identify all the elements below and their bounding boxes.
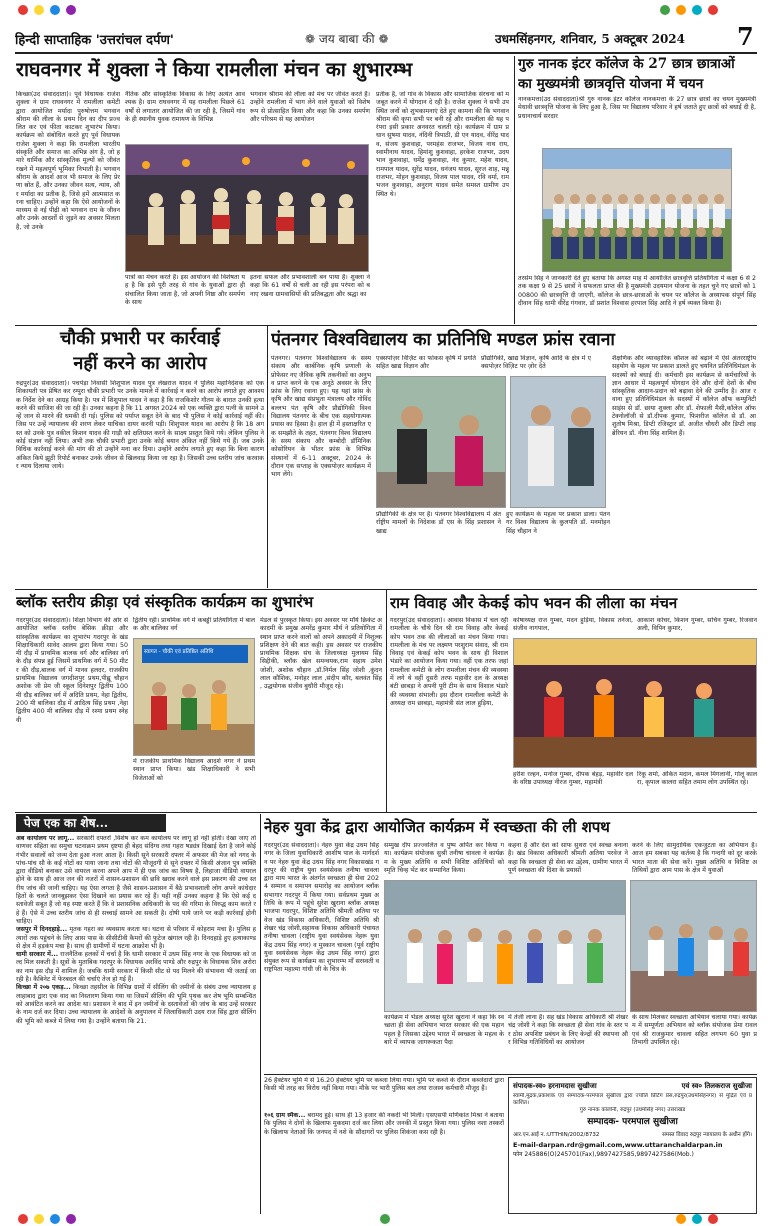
s1-col1: किच्छा(उद संवाददाता)। पूर्व विधायक राजेश शुक्ला ने ग्राम राघवनगर में रामलीला कमेटी द्वारा आयोजित मर्यादा पुरुषोत्तम भगवान श्रीराम की लीला के प्रथम दिन का दीप प्रज्वलित कर एवं फीता काटकर शुभारंभ किया। कार्यक्रम को संबोधित करते हुए पूर्व विधायक राजेश शुक्ला ने कहा कि रामलीला भारतीय संस्कृति और समाज का अभिन्न अंग है, जो हमारे धार्मिक और सांस्कृतिक मूल्यों को जीवंत रखने में महत्वपूर्ण भूमिका निभाती है। भगवान श्रीराम के आदर्श आज भी समाज के लिए प्रेरणा स्रोत हैं, और उनका जीवन सत्य, न्याय, और मर्यादा का प्रतीक है, जिसे हमें आत्मसात करना चाहिए। उन्होंने कहा कि ऐसे आयोजनों के माध्यम से नई पीढ़ी को भगवान राम के जीवन और उनके आदर्शों से जुड़ने का अवसर मिलता है, जो उनके <box>16 91 120 231</box>
s1-headline: राघवनगर में शुक्ला ने किया रामलीला मंचन का शुभारम्भ <box>16 58 413 81</box>
s4-col1: पंतनगर। पंतनगर विश्वविद्यालय के सस्य संकाय और कार्बनिक कृषि प्रणाली के प्रोफेसर नए जैविक कृषि तकनीकों का अनुभव प्राप्त करने के एक अनूठे अवसर के लिए फ्रांस के लिए रवाना हुए। यह यहां फ्रांस के कृषि और खाद्य संप्रभुता मंत्रालय और गोविंद बल्लभ पंत कृषि और प्रौद्योगिकी विश्वविद्यालय पंतनगर के बीच एक सहयोगात्मक प्रयास का हिस्सा है। हाल ही में हस्ताक्षरित एक समझौते के तहत, पंतनगर विश्व विद्यालय के सस्य संकाय और कम्बोदी डॉमिनिक कोसोरियन के भीतर फ्रांस के विभिन्न संस्थानों में 6-11 अक्टूबर, 2024 के दौरान एक सप्ताह के एक्सपोज़र कार्यक्रम में भाग लेंगे। <box>271 355 371 479</box>
color-dot <box>18 5 28 15</box>
s8-headline: नेहरु युवा केंद्र द्वारा आयोजित कार्यक्रम में स्वच्छता की ली शपथ <box>264 818 610 836</box>
s1-col2b: पात्रों का मंचन करते हैं। इस आयोजन की विशेषता यह है कि इसे पूरी तरह से गांव के युवाओं द्वारा ही संचालित किया जाता है, जो अपनी निष्ठा और समर्पण के साथ <box>125 274 245 306</box>
imprint-coeditor: एवं स्व० तिलकराज सुखीजा <box>681 1082 752 1090</box>
ornament-icon: ❁ <box>378 32 389 46</box>
s4-col2b: प्रौद्योगिकी के क्षेत्र पर है। पंतनगर विश्वविद्यालय में अंतर्राष्ट्रीय मामलों के निदेशक डॉ एस के सिंह प्रशासन ने खाद्य <box>376 511 501 535</box>
delegation-right-image <box>511 377 606 508</box>
imprint-email: E-mail-darpan.rdr@gmail.com,www.uttaranchaldarpan.in <box>513 1141 723 1149</box>
ramlila-wedding-photo <box>513 638 757 768</box>
s4-col3b: हुए कार्यक्रम के महत्व पर प्रकाश डाला। पंतनगर विश्व विद्यालय के कुलपति डॉ. मनमोहन सिंह चौहान ने <box>506 511 610 535</box>
s8-col2b: कार्यक्रम में भेंडल अध्यक्ष सुरेश खुराना ने कहा कि स्वच्छता ही सेवा अभियान भारत सरकार की एक महान पहल है जिसका उद्देश्य भारत में स्वच्छता के महत्व के बारे में व्यापक जागरूकता पैदा <box>384 1014 504 1046</box>
s7-p1-lead: अब कार्यालय पर लागू... <box>16 835 75 842</box>
s7-p2-lead: जसपुर में दिनदहाड़े... <box>16 926 68 934</box>
s1-col4: प्रतीक है, जो गांव के विकास और सामाजिक संरचना को मजबूत करने में योगदान दे रही है। राजेश शुक्ला ने सभी उपस्थित जनों को शुभकामनाएं देते हुए कामना की कि भगवान श्रीराम की कृपा सभी पर बनी रहे और रामलीला की यह परंपरा इसी प्रकार अनवरत चलती रहे। कार्यक्रम में ग्राम प्रधान सुषमा यादव, नंदिनी त्रिपाठी, डी एन यादव, वीरेंद्र यादव, संजय कुशवाहा, परमहंस राजभर, विजय नाथ राय, स्वामीनाथ यादव, हिमांशु कुशवाहा, हरकेश राजभर, उदयभान कुशवाहा, धर्मेंद्र कुशवाहा, नंद कुमार, महेश यादव, रामपाल यादव, सुरेंद्र यादव, धनंजय यादव, सूरज शाह, मन्नू राजभर, मोहन कुशवाहा, विजय पाल यादव, रवि वर्मा, राम भजन कुशवाहा, अनुराग यादव समेत समस्त ग्रामीण उपस्थित थे। <box>376 91 509 198</box>
section-rule <box>264 1074 757 1075</box>
imprint-text1: स्वामी,मुद्रक,प्रकाशक एवं सम्पादक-परमपाल सुखीजा द्वारा ज्योति प्रिंटिंग प्रेस,रुद्रपुर(उधमसिंहनगर) से मुद्रित एवं प्रकाशित। <box>513 1093 752 1106</box>
color-dot <box>34 1214 44 1224</box>
wedding-photo-image <box>514 639 757 768</box>
imprint-managing: सम्पादक- परमपाल सुखीजा <box>587 1117 678 1127</box>
swachhata-left-image <box>385 881 626 1012</box>
color-dot <box>676 1214 686 1224</box>
delegation-photo-left <box>376 376 506 508</box>
color-dot <box>380 1214 390 1224</box>
sports-event-photo <box>133 638 255 756</box>
s8-col1: गदरपुर(उद संवाददाता)। नेहरु युवा केंद्र उधम सिंह नगर के जिला युवाधिकारी आशीष पाल के मार्गदर्शन पर नेहरु युवा केंद्र उधम सिंह नगर विकासखंड गदरपुर की राष्ट्रीय युवा स्वयंसेवक तनीषा चावला द्वारा माय भारत के अंतर्गत स्वच्छता ही सेवा 2024 सम्मान व समापन समारोह का आयोजन ब्लॉक सभागार गदरपुर में किया गया। सर्वप्रथम मुख्य अतिथि के रूप में पहुंचे सुरेश खुराना ब्लॉक अध्यक्ष भाजपा गदरपुर, विशिष्ट अतिथि श्रीमती अतिया परवेज खंड विकास अधिकारी, विशिष्ट अतिथि श्री शेखर चंद्र जोशी,सहायक विकास अधिकारी पंचायत तनीषा चावला (राष्ट्रीय युवा स्वयंसेवक नेहरू युवा केंद्र उधम सिंह नगर) व मुस्कान चावला (पूर्व राष्ट्रीय युवा स्वयंसेवक नेहरू केंद्र उधम सिंह नगर) द्वारा संयुक्त रूप से कार्यक्रम का शुभारम्भ माँ सरस्वती व राष्ट्रपिता महात्मा गांधी जी के चित्र के <box>264 842 379 974</box>
s2-headline-line1: गुरु नानक इंटर कॉलेज के 27 छात्र छात्राओं <box>518 56 735 72</box>
s7-p1: सरकारी दफ्तरों ,विशेष कर कम कार्यालय पर लागू हो नहीं होती। देखा जाए तो वाणवर संहिता का समुचा घटनाक्रम प्रथम दृष्टया ही बेहद संदिग्ध तथा गहरा षड्यंत्र दिखाई देता है जाने कोई गंभीर सवालों को जन्म देता हुआ नजर आता है। किसी सूने सरकारी दफ्तर में अफसर की मेज को नगद के पांच-पांच सौ के कई नोटों का पाया जाना तथा नोटों की मौजूदगी से सूने दफ्तर में किसी अंजान पुत्र व्यक्ति द्वारा वीडियो बनाकर उसे वायरल करना अपने आप में ही एक जांच का विषय है, लिहाजा वीडियो वायरल होने के साथ ही आज जन की नजरों में शासन-प्रशासन की छवि खराब करने वाले इस प्रकरण की उच्च स्तरीय जांच की जानी चाहिए। यह ऐसा लगता है जैसे शासन-प्रशासन में बैठे प्रभावशाली लोग अपने कांधेदार हितों के चलते जानबूझकर ऐसा दिखाने का प्रयास कर रहे हैं। यही नहीं उनका कहना है कि ऐसे कई दस्तावेजी सबूत हैं जो यह स्पष्ट करते हैं कि वे प्रशासनिक अधिकारी के पद की गरिमा के विरुद्ध काम करते रहे हैं। ऐसे में उच्च स्तरीय जांच से ही सच्चाई सामने आ सकती है। दोषी पाये जाने पर कड़ी कार्रवाई होनी चाहिए। <box>16 835 256 925</box>
color-dot <box>692 1214 702 1224</box>
students-photo-image <box>543 149 732 272</box>
stage-photo-image <box>126 145 369 272</box>
s5-col1: गदरपुर(उद संवाददाता)। शिक्षा विभाग की ओर से आयोजित ब्लॉक स्तरीय बेसिक क्रीड़ा और सांस्कृतिक कार्यक्रम का शुभारंभ गदरपुर के खंड शिक्षाधिकारी सावेद आलम द्वारा किया गया। 50 मी दौड़ में प्राथमिक बालक वर्ग और बालिका वर्ग के दौड़ संपन्न हुई जिसमें प्राथमिक वर्ग में 50 मीटर की दौड़,बालक वर्ग में मानव हलदर, राजकीय प्राथमिक विद्यालय जगदीशपुर प्रथम,पीह्लू चौहान अशोक जी प्रेम जी स्कूल दिनेशपुर द्वितीय 100 मी दौड़ बालिका वर्ग में अदिति प्रथम, नेहा द्वितीय, 200 मी बालिका दौड़ में आदित्य सिंह प्रथम ,नेहा द्वितीय 400 मी बालिका दौड़ में रश्मा प्रथम स्नेहवी <box>16 617 128 724</box>
s5-col2b: में राजकीय प्राथमिक विद्यालय आदर्श नगर ने प्रथम स्थान प्राप्त किया। खंड शिक्षाधिकारी ने सभी विजेताओं को <box>133 758 255 782</box>
s7-title-box <box>16 814 166 832</box>
color-dot <box>676 5 686 15</box>
students-group-photo <box>542 148 732 272</box>
s8-bottom2 <box>264 1112 504 1214</box>
masthead <box>15 20 757 50</box>
s8-col3b: में तेजी लाना है। सह खंड विकास अधिकारी श्री शेखर चंद्र जोशी ने कहा कि स्वच्छता ही सेवा गांव के स्तर पर ठोस अपशिष्ट प्रबंधन के लिए केन्द्रों की स्थापना और विभिन्न गतिविधियों का आयोजन <box>508 1014 628 1046</box>
dateline: उधमसिंहनगर, शनिवार, 5 अक्टूबर 2024 <box>495 32 685 46</box>
s8-col3a: कहना है और देश को साफ सुथरा एवं स्वच्छ बनाना है। खंड विकास अधिकारी श्रीमती अतिया परवेज ने कहा कि स्वच्छता ही सेवा का उद्देश्य, ग्रामीण भारत में पूर्ण स्वच्छता की दिशा के प्रयासों <box>508 842 628 874</box>
s5-headline: ब्लॉक स्तरीय क्रीड़ा एवं संस्कृतिक कार्यक्रम का शुभारंभ <box>16 593 314 611</box>
s2-intro: नानकमत्ता(उद संवाददाता)श्री गुरु नानक इंटर कॉलेज नानकमत्ता के 27 छात्र छात्रों का चयन मुख्यमंत्री मेधावी छात्रवृत्ति योजना के लिए हुआ है, जिस पर विद्यालय परिवार ने हर्ष जताते हुए छात्रों को बधाई दी है, प्रधानाचार्य सरदार <box>518 96 756 120</box>
s8-bottom2-lead: १०६ ग्राम स्मैक... <box>264 1112 306 1119</box>
s1-col3a: भगवान श्रीराम की लीला को मंच पर जीवंत करते हैं। उन्होंने रामलीला में भाग लेने वाले युवाओं को विशेष रूप से प्रोत्साहित किया और कहा कि उनका समर्पण और परिश्रम से यह आयोजन <box>250 91 370 123</box>
swachhata-right-image <box>631 881 757 1012</box>
s3-body: रुद्रपुर(उद संवाददाता)। पचपेड़ा निवासी शिशुपाल यादव पुत्र लेखराज यादव ने पुलिस महानिदेशक को एक शिकायती पत्र प्रेषित कर रम्पुरा चौकी प्रभारी पर उनके मामले में कार्रवाई न करने का आरोप लगाते हुए आवश्यक निर्देश देने का आग्रह किया है। पत्र में शिशुपाल यादव ने कहा है कि राजकिशोर गौतम के बारात उनकी हत्या करने की साजिश की जा रही है। उनका कहना है कि 11 अगस्त 2024 को एक व्यक्ति द्वारा पत्नी के सामने उन्हें जान से मारने की धमकी दी गई। पुलिस को पर्याप्त सबूत देने के बाद भी पुलिस ने कोई कार्रवाई नहीं की। जिस पर उन्हें न्यायालय की शरण लेकर याचिका दायर करनी पड़ी। शिशुपाल यादव का आरोप है कि 18 अगस्त को उनके पुत्र वकील किशन यादव की गाड़ी को क्षतिग्रस्त करने के साक्ष्य प्रस्तुत किये गये। लेकिन पुलिस ने कोई संज्ञान नहीं लिया। अभी तक चौकी प्रभारी द्वारा उनके कोई बयान अंकित नहीं किये गये हैं। जब उनके विधिक कार्रवाई करने की मांग की तो उन्होंने मना कर दिया। उन्होंने आरोप लगाते हुए कहा कि बिना कारण अंकित किये झूठी रिपोर्ट बनाकर उनके जीवन से खिलवाड़ किया जा रहा है। जिसकी उच्च स्तरीय जांच करवाकर न्याय दिलाया जाये। <box>16 380 264 470</box>
s4-col2a: एक्सपोज़र विज़िट का फोकस कृषि में प्रगति सहित खाद्य विज्ञान और <box>376 355 476 371</box>
s4-headline: पंतनगर विश्वविद्यालय का प्रतिनिधि मण्डल फ्रांस रवाना <box>271 330 615 350</box>
s7-p3-lead: धामी सरकार में... <box>16 951 59 959</box>
s6-col2b: हरीश रल्हन, मनोज गुम्बर, दीपक बेहड़, महावीर दल के वरिष्ठ उपाध्यक्ष नीरज गुम्बर, महामंत्री <box>513 771 633 787</box>
imprint-rni: आर.एन.आई न.:UTTHIN/2002/8732 <box>513 1132 600 1138</box>
swachhata-photo-right <box>630 880 757 1012</box>
sports-photo-image <box>134 639 255 756</box>
s2-body: तरसेम सिंह ने जानकारी देते हुए बताया कि अगस्त माह में आयोजित छात्रवृत्ति प्रतियोगिता में कक्षा 6 से 2 तक कक्षा 9 से 25 छात्रों ने सफलता प्राप्त की है मुख्यमंत्री उदयमान योजना के तहत चुने गए छात्रों को 100800 की छात्रवृत्ति दी जाएगी, कॉलेज के छात्र-छात्राओं के चयन पर कॉलेज के अध्यापक संपूर्ण सिंह दीवान सिंह धामी वीरेंद्र गंगवार, डॉ प्रशांत विश्वास हरपाल सिंह आदि ने हर्ष व्यक्त किया है। <box>518 275 756 307</box>
color-dot <box>50 1214 60 1224</box>
s8-col2a: सम्मुख दीप प्रज्ज्वलित व पुष्प अर्पित कर किया गया। कार्यक्रम संयोजक सुश्री तनीषा चावला ने कार्यक्रम के मुख्य अतिथि व सभी विशिष्ट अतिथियों को स्मृति चिन्ह भेंट कर सम्मानित किया। <box>384 842 504 874</box>
tagline-text: जय बाबा की <box>318 32 375 46</box>
s5-col3: मेडल से पुरस्कृत किया। इस अवसर पर मॉर्य क्रिकेट अकादमी के प्रमुख अमरेंद्र कुमार मौर्य ने प्रतियोगिता में स्थान प्राप्त करने वालों को अपने अकादमी में निशुल्क प्रशिक्षण देने की बात कही। इस अवसर पर राजकीय प्राथमिक शिक्षक संघ के जिलाध्यक्ष मुलायम सिंह सिद्दीकी, ब्लॉक खेल समन्वयक,राम सहाय उमेश जोशी, अशोक चौहान ,डॉ.निर्मल सिंह जोशी ,कुंदन लाल कौशिक, मनोहर लाल ,संदीप कौर, बलवंत सिंह , उद्धयोगक संजीव बुधौरी मौजूद रहे। <box>260 617 382 691</box>
s6-col1: गदरपुर(उद संवाददाता)। आवास विकास में चल रही रामलीला के चौथे दिन श्री राम विवाह और केकई कोप भवन तक की लीलाओं का मंचन किया गया। रामलीला के मंच पर लक्ष्मण परशुराम संवाद, श्री राम विवाह एवं केकई कोप भवन के साथ ही विशाल भंडारे का आयोजन किया गया। वहीं एक तरफ जहां रामलीला कमेटी के लोग रामलीला मंचन की व्यवस्था में लगे थे वहीं दूसरी तरफ महावीर दल के अध्यक्ष बंटी छाबड़ा ने अपनी पूरी टीम के साथ विशाल भंडारे की व्यवस्था संभाली। इस दौरान रामलीला कमेटी के अध्यक्ष राम छाबड़ा, महामंत्री संत लाल हुड़िया, <box>390 617 508 707</box>
color-dot <box>660 5 670 15</box>
s8-col4a: करने के लिए सामुदायिक एकजुटता का अभियान है। आज हम सबका यह कर्तव्य है कि गन्दगी को दूर करके भारत माता की सेवा करें। मुख्य अतिथि व विशिष्ट अतिथियों द्वारा आम पास के क्षेत्र में युवाओं <box>632 842 757 874</box>
paper-name: हिन्दी साप्ताहिक 'उत्तरांचल दर्पण' <box>15 33 174 48</box>
color-dot <box>66 5 76 15</box>
column-divider <box>386 590 387 812</box>
s7-body <box>16 835 256 1213</box>
page-number: 7 <box>737 22 754 51</box>
s6-col3b: रिंकू शर्मा, अंकित मदान, कमल मिगलानी, गोलू कालरा, कृपाल कालरा सहित तमाम लोग उपस्थित रहे। <box>637 771 757 787</box>
s7-title: पेज एक का शेष... <box>24 816 109 830</box>
s3-headline-line2: नहीं करने का आरोप <box>73 353 207 374</box>
color-dot <box>66 1214 76 1224</box>
color-dot <box>50 5 60 15</box>
tagline <box>305 30 389 47</box>
ramlila-stage-photo <box>125 144 369 272</box>
s6-headline: राम विवाह और केकई कोप भवन की लीला का मंचन <box>390 594 678 612</box>
s1-col2a: नैतिक और सांस्कृतिक विकास के लिए अत्यंत आवश्यक है। ग्राम राघवनगर में यह रामलीला पिछले 61 वर्षों से लगातार आयोजित की जा रही है, जिसमें गांव के ही स्थानीय युवक रामायण के विभिन्न <box>125 91 245 123</box>
color-dot <box>708 5 718 15</box>
color-dot <box>708 1214 718 1224</box>
delegation-left-image <box>377 377 506 508</box>
s8-bottom: 26 हैक्टेयर भूमि में से 16.20 हेक्टेयर भूमि पर कब्जा लिया गया। भूमि पर कब्जे के दौरान कब्जेदारों द्वारा किसी भी तरह का विरोध नहीं किया गया। मौके पर भारी पुलिस बल तथा राजस्व कर्मचारी मौजूद हैं। <box>264 1077 504 1093</box>
s3-headline-line1: चौकी प्रभारी पर कार्रवाई <box>60 328 220 349</box>
imprint-text2: गुरु नानक कॉलोनी, रुद्रपुर (उधमसिंह नगर) उत्तराखंड <box>579 1107 686 1113</box>
s7-p4-lead: किच्छा में २०७ एकड़... <box>16 984 71 992</box>
color-dot <box>692 5 702 15</box>
ornament-icon: ❁ <box>305 32 316 46</box>
s2-headline-line2: का मुख्यमंत्री छात्रवृत्ति योजना में चयन <box>518 76 704 92</box>
s4-col4: शैक्षणिक और व्यावहारिक कौशल को बढ़ाने में ऐसे अंतरराष्ट्रीय सहयोग के महत्व पर प्रकाश डालते हुए चयनित प्रतिनिधिमंडल के सदस्यों को बधाई दी। कर्मचारी इस कार्यक्रम से कर्मचारियों के ज्ञान आधार में महत्वपूर्ण योगदान देने और दोनों देशों के बीच सांस्कृतिक आदान-प्रदान को बढ़ावा देने की उम्मीद है। आज रवाना हुए प्रतिनिधिमंडल के सदस्यों में कॉलेज ऑफ कम्युनिटी साइंस से डॉ. छाया शुक्ला और डॉ. शेफाली मैसी,कॉलेज ऑफ टेक्नोलॉजी से डॉ.दीपक कुमार, फिशरीज कॉलेज से डॉ. आशुतोष मिश्रा, डिप्टी रजिस्ट्रार डॉ. अजीत चौधरी और डिप्टी लाइब्रेरियन डॉ. नीना सिंह शामिल हैं। <box>612 355 756 437</box>
column-divider <box>514 56 515 324</box>
section-rule <box>15 812 757 813</box>
delegation-photo-right <box>510 376 606 508</box>
column-divider <box>260 814 261 1214</box>
color-dot <box>18 1214 28 1224</box>
masthead-rule <box>15 52 757 54</box>
s1-col3b: इतना सफल और प्रभावशाली बन पाया है। शुक्ला ने कहा कि 61 वर्षों से चली आ रही इस परंपरा को बनाए रखना ग्रामवासियों की प्रतिबद्धता और श्रद्धा का <box>250 274 370 298</box>
s4-col3a: प्रौद्योगिकी, खाद्य विज्ञान, कृषि आदि के क्षेत्र में एक्सपोज़र विज़िट पर ज़ोर देते <box>481 355 591 371</box>
s7-p3: राजनैतिक हलकों में चर्चा है कि धामी सरकार में उधम सिंह नगर के एक विधायक को जल्द मिल सकती है। सूत्रों के मुताबिक गदरपुर के विधायक अरविंद पाण्डे और रुद्रपुर के विधायक शिव अरोरा का नाम इस दौड़ में शामिल है। जबकि धामी सरकार में किसी सीट से पद मिलने की संभावना भी जताई जा रही है। कैबिनेट में फेरबदल की चर्चाएं तेज हो गई हैं। <box>16 951 256 984</box>
s8-bottom2-text: बरामद हुई। साथ ही 13 हजार की नकदी भी मिली। एसएसपी मणिकांत मिश्रा ने बताया कि पुलिस ने दोनों के खिलाफ मुकदमा दर्ज कर लिया और जनकी में प्रस्तुत किया गया। पुलिस नशा तस्करों के खिलाफ नेताओं कि जनपद में नशे के सौदागरों पर पुलिस शिकंजा कस रही है। <box>264 1112 504 1136</box>
s8-col4b: के साथ मिलकर स्वच्छता अभियान चलाया गया। कार्यक्रम में सम्पूर्णता अभियान को ब्लॉक संयोजक प्रेमा रावल एवं श्री राजकुमार चावला सहित लगभग 60 युवा प्रतिभागी उपस्थित रहे। <box>632 1014 757 1046</box>
s7-p4: किच्छा तहसील के विभिन्न ग्रामों में सीलिंग की जमीनों के संबंध उच्च न्यायालय इलाहाबाद द्वारा एक वाद का निस्तारण किया गया था जिसमें सीलिंग की भूमि पृथक कर शेष भूमि सम्बन्धित को आवंटित करने का आदेश था। प्रशासन ने बाद में इन जमीनों के दस्तावेजों की जांच के बाद उन्हें सरकार के नाम दर्ज कर दिया। उच्च न्यायालय के आदेशों के अनुपालन में जिलाधिकारी उदय राज सिंह द्वारा सीलिंग की भूमि को कब्जे में लिया गया है। उन्होंने बताया कि 21. <box>16 984 256 1025</box>
imprint-editor: संपादक-स्व० हरनामदास सुखीजा <box>513 1082 597 1090</box>
s7-p2: मृतक गहरा का व्यवसाय करता था। घटना से परिवार में कोहराम मचा है। पुलिस हत्यारों तक पहुंचने के लिए आस पास के सीसीटीवी कैमरों की फुटेज खंगाल रही है। दिनदहाड़े हुए हत्याकाण्ड से क्षेत्र में हड़कंप मचा है। साथ ही ग्रामीणों में घटना आक्रोश भी है। <box>16 926 256 950</box>
sports-photo-banner: स्वागत - चौकी एवं प्रतिष्ठित अतिथि <box>144 649 214 655</box>
s6-col2a: कोषाध्यक्ष राज गुम्बर, मदन हुड़िया, विकास तनेजा, संजीव नागपाल, <box>513 617 633 633</box>
imprint-box <box>508 1077 757 1214</box>
imprint-legal: समस्त विवाद रुद्रपुर न्यायालय के अधीन होंगे। <box>662 1132 752 1138</box>
swachhata-photo-left <box>384 880 626 1012</box>
s6-col3a: आकाश कोचर, किशन गुम्बर, सचिन गुम्बर, रिजवान अली, विपिन कुमार, <box>637 617 757 633</box>
s5-col2a: द्वितीय रही। प्राथमिक वर्ग में कबड्डी प्रतियोगिता में बालक और बालिका वर्ग <box>133 617 255 633</box>
column-divider <box>267 326 268 588</box>
color-dot <box>34 5 44 15</box>
imprint-phone: फोन 245886(O)245701(Fax),9897427585,9897427586(Mob.) <box>513 1151 694 1158</box>
